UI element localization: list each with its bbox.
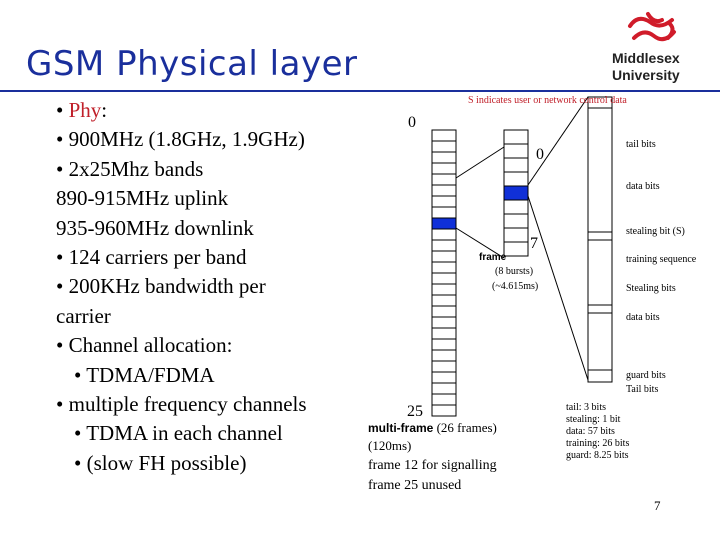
burst-label-tail-bottom: Tail bits	[626, 384, 659, 395]
burst-summary-data: data: 57 bits	[566, 426, 615, 437]
line-uplink: 890-915MHz uplink	[56, 186, 229, 211]
burst-label-stealing-bit: stealing bit (S)	[626, 226, 685, 237]
multiframe-start-label: 0	[408, 114, 416, 131]
signalling-note: frame 12 for signalling	[368, 458, 497, 473]
multiframe-slot	[432, 196, 456, 207]
multiframe-slot	[432, 350, 456, 361]
burst-summary	[566, 402, 629, 462]
sub-bullet-tdma-each: • TDMA in each channel	[74, 421, 283, 446]
frame-end-label: 7	[530, 235, 538, 252]
multiframe-slot	[432, 339, 456, 350]
frame-burst-slot	[504, 172, 528, 186]
multiframe-slot	[432, 218, 456, 229]
multiframe-slot	[432, 284, 456, 295]
line-downlink: 935-960MHz downlink	[56, 215, 254, 240]
multiframe-caption: multi-frame (26 frames)	[368, 420, 497, 435]
multiframe-slot	[432, 405, 456, 416]
multiframe-slot	[432, 361, 456, 372]
burst-label-data-bottom: data bits	[626, 312, 660, 323]
multiframe-slot	[432, 163, 456, 174]
bullet-multiple-channels: • multiple frequency channels	[56, 392, 307, 417]
burst-label-training: training sequence	[626, 254, 697, 265]
burst-summary-stealing: stealing: 1 bit	[566, 414, 621, 425]
multiframe-slot	[432, 273, 456, 284]
burst-summary-tail: tail: 3 bits	[566, 402, 606, 413]
frame-caption: frame	[479, 252, 507, 263]
frame-burst-slot	[504, 200, 528, 214]
bullet-phy: • Phy:	[56, 98, 108, 122]
line-carrier: carrier	[56, 303, 111, 328]
multiframe-end-label: 25	[407, 403, 423, 420]
frame-bursts: (8 bursts)	[495, 266, 534, 277]
frame-burst-slot	[504, 158, 528, 172]
multiframe-slot	[432, 394, 456, 405]
control-data-note: S indicates user or network control data	[468, 95, 627, 106]
burst-label-guard: guard bits	[626, 370, 666, 381]
multiframe-slot	[432, 372, 456, 383]
multiframe-slot	[432, 152, 456, 163]
burst-summary-training: training: 26 bits	[566, 438, 630, 449]
burst-label-tail-top: tail bits	[626, 139, 656, 150]
multiframe-slot	[432, 240, 456, 251]
frame-burst-slot	[504, 228, 528, 242]
burst-label-stealing-bits: Stealing bits	[626, 283, 676, 294]
logo-line2: University	[612, 67, 680, 83]
frame-burst-slot	[504, 130, 528, 144]
slide-title: GSM Physical layer	[26, 44, 358, 84]
page-number: 7	[654, 498, 661, 513]
frame-duration: (~4.615ms)	[492, 281, 539, 292]
frame-column	[504, 130, 528, 256]
multiframe-slot	[432, 251, 456, 262]
burst-column	[588, 97, 612, 382]
bullet-channel-allocation: • Channel allocation:	[56, 333, 233, 358]
multiframe-duration: (120ms)	[368, 438, 412, 453]
burst-summary-guard: guard: 8.25 bits	[566, 450, 629, 461]
multiframe-slot	[432, 141, 456, 152]
multiframe-slot	[432, 306, 456, 317]
logo-line1: Middlesex	[612, 50, 680, 66]
sub-bullet-tdma-fdma: • TDMA/FDMA	[74, 362, 215, 387]
unused-note: frame 25 unused	[368, 478, 462, 493]
frame-start-label: 0	[536, 146, 544, 163]
bullet-carriers: • 124 carriers per band	[56, 245, 247, 270]
frame-burst-slot	[504, 144, 528, 158]
sub-bullet-slow-fh: • (slow FH possible)	[74, 450, 247, 475]
multiframe-slot	[432, 383, 456, 394]
burst-label-data-top: data bits	[626, 181, 660, 192]
multiframe-slot	[432, 295, 456, 306]
multiframe-slot	[432, 229, 456, 240]
frame-burst-slot	[504, 214, 528, 228]
bullet-frequency: • 900MHz (1.8GHz, 1.9GHz)	[56, 127, 305, 152]
bullet-bands: • 2x25Mhz bands	[56, 156, 204, 181]
multiframe-slot	[432, 262, 456, 273]
connector-top	[456, 147, 504, 178]
multiframe-slot	[432, 207, 456, 218]
multiframe-slot	[432, 328, 456, 339]
multiframe-slot	[432, 130, 456, 141]
multiframe-slot	[432, 185, 456, 196]
multiframe-column	[432, 130, 456, 416]
multiframe-slot	[432, 317, 456, 328]
frame-burst-slot	[504, 186, 528, 200]
phy-label: Phy	[68, 98, 102, 122]
multiframe-slot	[432, 174, 456, 185]
frame-burst-slot	[504, 242, 528, 256]
connector-burst-top	[528, 97, 588, 185]
bullet-bandwidth: • 200KHz bandwidth per	[56, 274, 266, 299]
